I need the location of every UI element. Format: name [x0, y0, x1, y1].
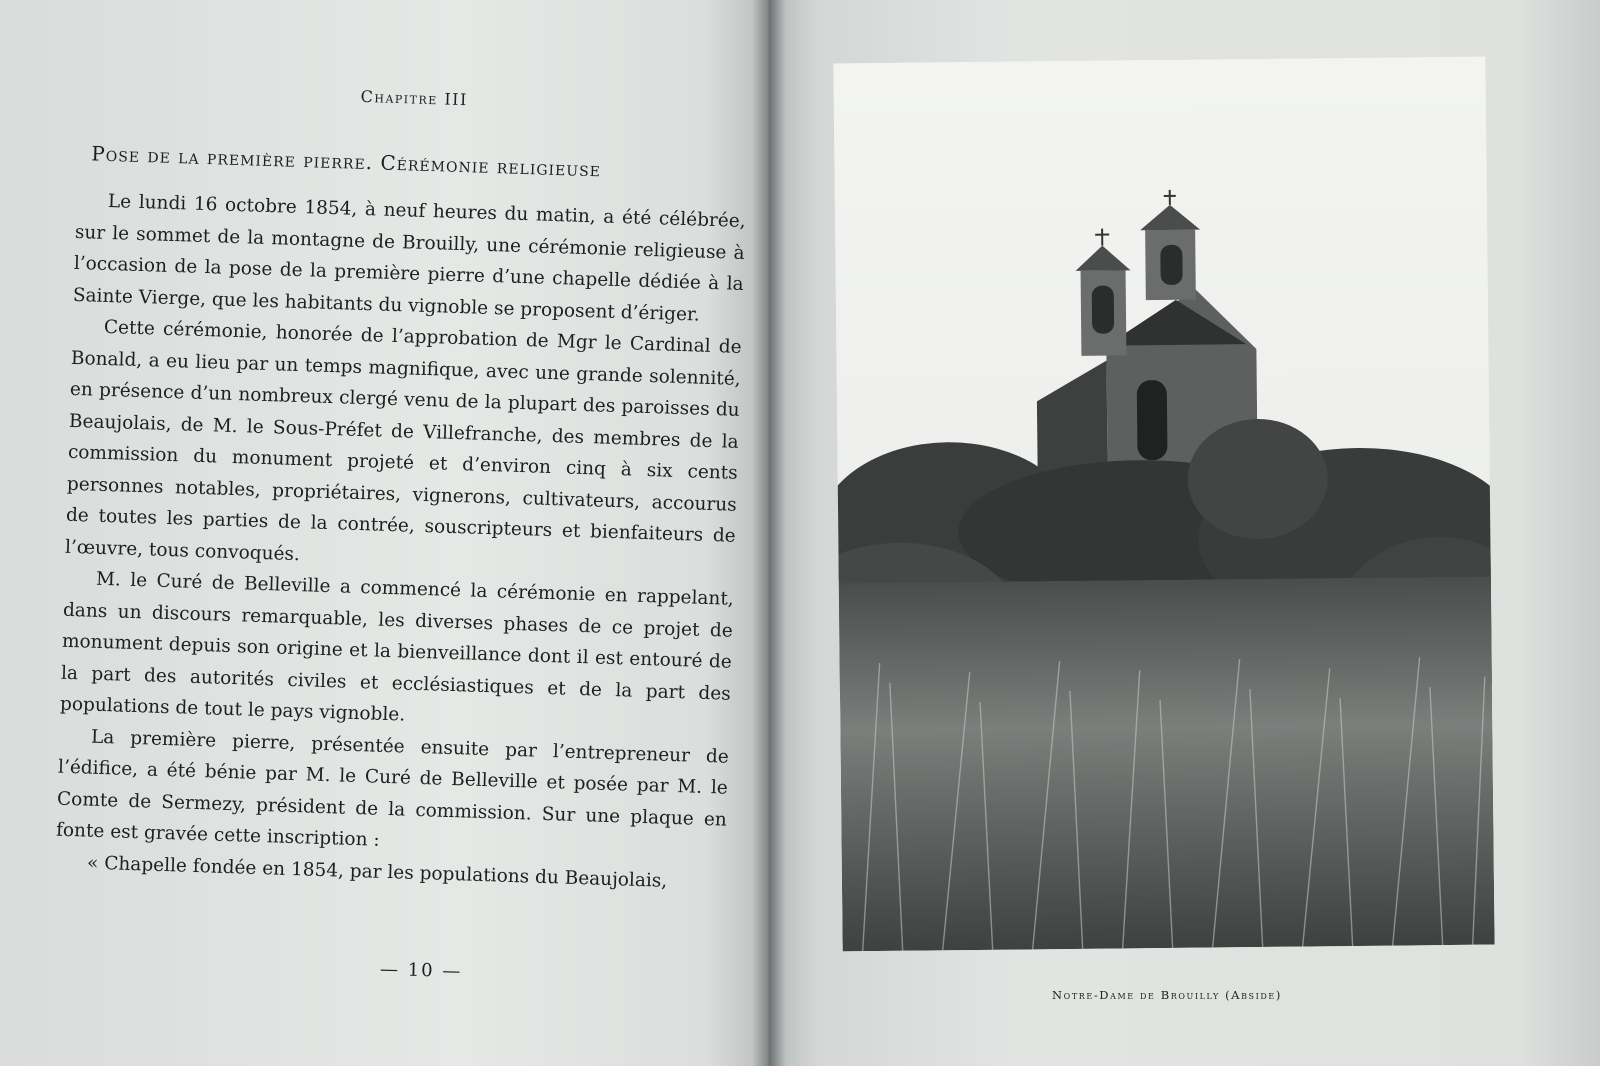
chapel-photo-illustration	[833, 57, 1494, 952]
chapter-title: Chapitre III	[360, 86, 469, 110]
chapel-photograph	[833, 57, 1494, 952]
paragraph: La première pierre, présentée ensuite par l’entrepreneur de l’édifice, a été bénie par M. le Curé de Belleville et posée par M. le Comte de Sermezy, président de la commission. Sur une plaque en fonte est gravée cette inscription :	[55, 726, 730, 851]
section-heading: Pose de la première pierre. Cérémonie religieuse	[91, 141, 602, 182]
photo-caption: Notre-Dame de Brouilly (Abside)	[1052, 988, 1282, 1002]
paragraph: « Chapelle fondée en 1854, par les populations du Beaujolais,	[86, 852, 668, 892]
left-page	[0, 0, 768, 1066]
paragraph: Le lundi 16 octobre 1854, à neuf heures du matin, a été célébrée, sur le sommet de la montagne de Brouilly, une cérémonie religieuse à l’occasion de la pose de la première pierre d’une chapelle dédiée à la Sainte Vierge, que les habitants du vignoble se proposent d’ériger.	[72, 190, 746, 326]
text-block	[55, 70, 750, 899]
paragraph: Cette cérémonie, honorée de l’approbation de Mgr le Cardinal de Bonald, a eu lieu par un temps magnifique, avec une grande solennité, en présence d’un nombreux clergé venu de la plupart des paroisses du Beaujolais, de M. le Sous-Préfet de Villefranche, des membres de la commission du monument projeté et d’environ cinq à six cents personnes notables, propriétaires, vignerons, cultivateurs, accourus de toutes les parties de la contrée, souscripteurs et bienfaiteurs de l’œuvre, tous convoqués.	[64, 316, 742, 565]
page-number: — 10 —	[379, 958, 463, 983]
paragraph: M. le Curé de Belleville a commencé la cérémonie en rappelant, dans un discours remarquable, les diverses phases de ce projet de monument depuis son origine et la bienveillance dont il est entouré de la part des autorités civiles et ecclésiastiques et de la part des populations de tout le pays vignoble.	[59, 568, 735, 726]
tall-grass	[839, 577, 1495, 952]
book-gutter	[752, 0, 786, 1066]
